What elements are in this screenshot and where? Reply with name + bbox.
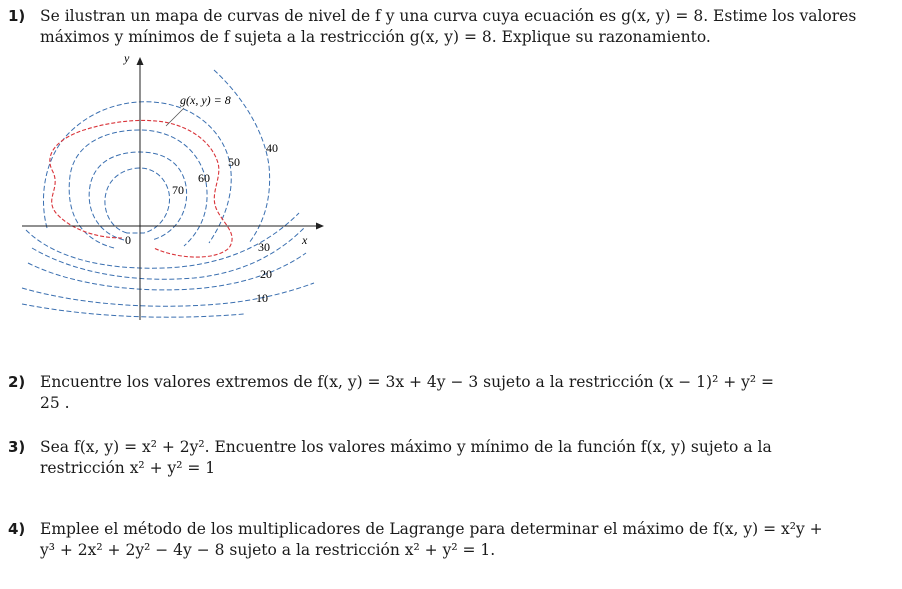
level-label-30: 30	[258, 240, 270, 254]
problem-number: 2)	[8, 373, 26, 391]
level-label-10: 10	[256, 291, 268, 305]
origin-label: 0	[125, 233, 131, 247]
level-label-50: 50	[228, 155, 240, 169]
problem-text-line1: Se ilustran un mapa de curvas de nivel de f y una curva cuya ecuación es g(x, y) = 8. Estime los valores	[40, 7, 857, 25]
problem-text-line2: y³ + 2x² + 2y² − 4y − 8 sujeto a la restricción x² + y² = 1.	[40, 541, 496, 559]
problem-number: 1)	[8, 7, 26, 25]
level-label-20: 20	[260, 267, 272, 281]
constraint-curve	[50, 120, 232, 257]
y-axis-arrow	[137, 57, 144, 65]
level-label-70: 70	[172, 183, 184, 197]
constraint-label-pointer	[166, 108, 184, 126]
contour-10	[22, 283, 314, 306]
contour-70	[105, 168, 170, 233]
problem-number: 3)	[8, 438, 26, 456]
x-axis-label: x	[302, 233, 308, 247]
constraint-label: g(x, y) = 8	[180, 93, 231, 107]
problem-text-line1: Emplee el método de los multiplicadores de Lagrange para determinar el máximo de f(x, y) = x²y +	[40, 520, 823, 538]
problem-number: 4)	[8, 520, 26, 538]
x-axis-arrow	[316, 223, 324, 230]
level-label-40: 40	[266, 141, 278, 155]
level-label-60: 60	[198, 171, 210, 185]
y-axis-label: y	[124, 51, 130, 65]
contour-10b	[22, 304, 244, 317]
problem-text-line2: 25 .	[40, 394, 70, 412]
problem-text-line1: Encuentre los valores extremos de f(x, y) = 3x + 4y − 3 sujeto a la restricción (x − 1)² + y² =	[40, 373, 775, 391]
problem-text-line2: máximos y mínimos de f sujeta a la restricción g(x, y) = 8. Explique su razonamiento.	[40, 28, 711, 46]
problem-text-line2: restricción x² + y² = 1	[40, 459, 216, 477]
contour-map-figure	[14, 48, 334, 326]
problem-text-line1: Sea f(x, y) = x² + 2y². Encuentre los valores máximo y mínimo de la función f(x, y) sujeto a la	[40, 438, 772, 456]
